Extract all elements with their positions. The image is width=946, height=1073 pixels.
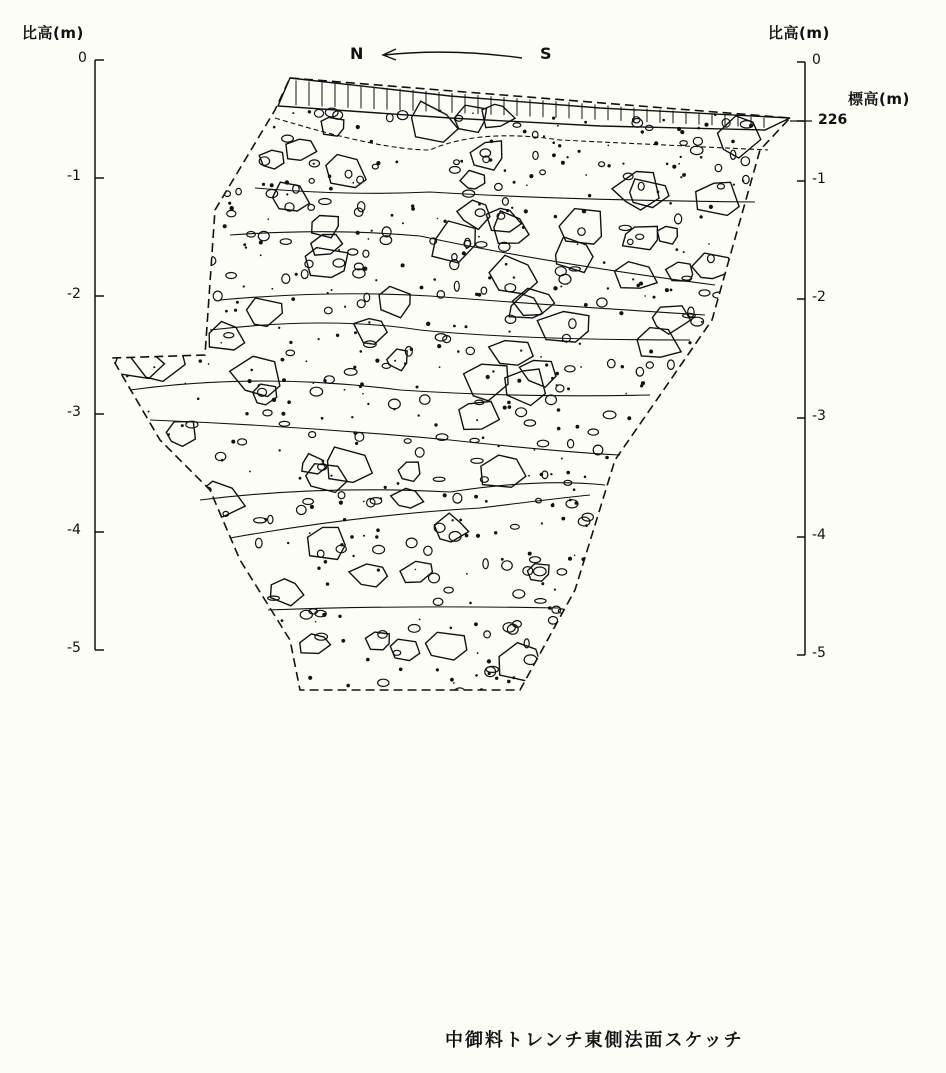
figure-caption: 中御料トレンチ東側法面スケッチ <box>445 1030 744 1051</box>
left-tick-5: -5 <box>67 640 81 656</box>
elevation-value: 226 <box>818 112 848 128</box>
topsoil-layer <box>278 78 790 130</box>
left-tick-3: -3 <box>67 404 81 420</box>
north-label: N <box>350 44 364 63</box>
south-label: S <box>540 44 553 63</box>
left-axis <box>95 60 104 650</box>
right-tick-0: 0 <box>812 52 821 68</box>
direction-arrow <box>383 49 522 60</box>
right-tick-2: -2 <box>812 289 826 305</box>
trench-outline <box>112 78 790 690</box>
left-tick-1: -1 <box>67 168 81 184</box>
right-axis-title: 比高(m) <box>768 24 830 42</box>
right-tick-3: -3 <box>812 408 826 424</box>
right-tick-4: -4 <box>812 527 826 543</box>
elevation-title: 標高(m) <box>848 90 910 108</box>
left-axis-title: 比高(m) <box>22 24 84 42</box>
right-axis <box>797 62 805 655</box>
left-tick-0: 0 <box>78 50 87 66</box>
right-tick-1: -1 <box>812 171 826 187</box>
gravel-fill <box>100 101 798 699</box>
right-tick-5: -5 <box>812 645 826 661</box>
left-tick-4: -4 <box>67 522 81 538</box>
left-tick-2: -2 <box>67 286 81 302</box>
